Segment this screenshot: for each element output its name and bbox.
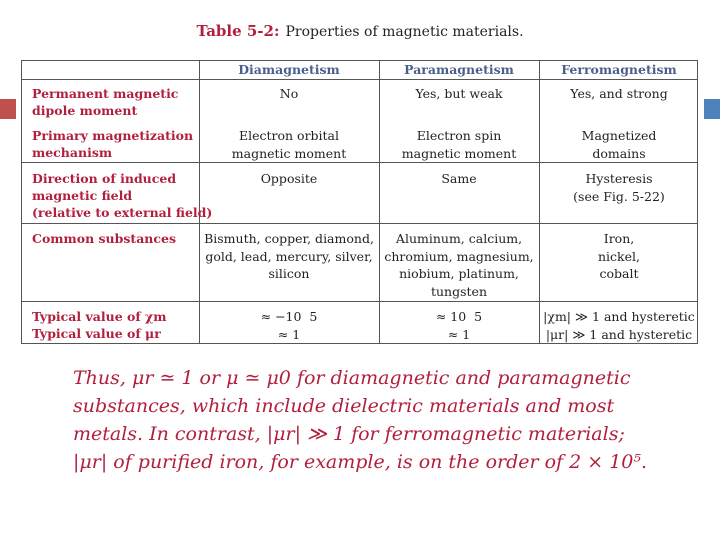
- cell-ferro-mechanism: Magnetized domains: [581, 128, 657, 161]
- table-title-text: Properties of magnetic materials.: [285, 24, 524, 40]
- properties-table: [21, 60, 698, 344]
- row-label-typical-values: Typical value of χm Typical value of μr: [32, 309, 167, 341]
- cell-ferro-dipole: Yes, and strong: [570, 86, 668, 101]
- cell-dia-typical: ≈ −10 5 ≈ 1: [260, 309, 318, 342]
- cell-ferro-direction: Hysteresis (see Fig. 5-22): [573, 171, 665, 204]
- row-divider: [22, 79, 697, 80]
- paragraph-line: substances, which include dielectric materials and most: [73, 395, 615, 417]
- row-label-dipole-moment: Permanent magnetic dipole moment: [32, 86, 179, 118]
- row-label-substances: Common substances: [32, 231, 176, 246]
- table-caption: [0, 22, 720, 40]
- explanatory-paragraph: [73, 364, 648, 476]
- cell-para-substances: Aluminum, calcium, chromium, magnesium, niobium, platinum, tungsten: [384, 231, 534, 299]
- row-divider: [22, 162, 697, 163]
- cell-dia-mechanism: Electron orbital magnetic moment: [231, 128, 347, 161]
- row-divider: [22, 301, 697, 302]
- left-accent-bar: [0, 99, 16, 119]
- row-label-direction: Direction of induced magnetic field (relative to external field): [32, 171, 213, 220]
- row-label-mechanism: Primary magnetization mechanism: [32, 128, 194, 160]
- paragraph-line: |μr| of purified iron, for example, is on the order of 2 × 10⁵.: [73, 451, 648, 473]
- cell-dia-direction: Opposite: [260, 171, 318, 186]
- paragraph-line: metals. In contrast, |μr| ≫ 1 for ferromagnetic materials;: [73, 423, 625, 445]
- cell-para-dipole: Yes, but weak: [415, 86, 503, 101]
- cell-para-typical: ≈ 10 5 ≈ 1: [435, 309, 483, 342]
- cell-para-mechanism: Electron spin magnetic moment: [401, 128, 517, 161]
- right-accent-bar: [704, 99, 720, 119]
- paragraph-line: Thus, μr ≃ 1 or μ ≃ μ0 for diamagnetic and paramagnetic: [73, 367, 631, 389]
- cell-ferro-substances: Iron, nickel, cobalt: [598, 231, 640, 281]
- table-number: Table 5-2:: [196, 22, 280, 40]
- header-diamagnetism: Diamagnetism: [238, 62, 340, 77]
- cell-dia-substances: Bismuth, copper, diamond, gold, lead, mercury, silver, silicon: [204, 231, 374, 281]
- cell-ferro-typical: |χm| ≫ 1 and hysteretic |μr| ≫ 1 and hysteretic: [543, 309, 695, 342]
- row-divider: [22, 223, 697, 224]
- cell-dia-dipole: No: [279, 86, 299, 101]
- cell-para-direction: Same: [441, 171, 477, 186]
- header-paramagnetism: Paramagnetism: [404, 62, 514, 77]
- header-ferromagnetism: Ferromagnetism: [561, 62, 677, 77]
